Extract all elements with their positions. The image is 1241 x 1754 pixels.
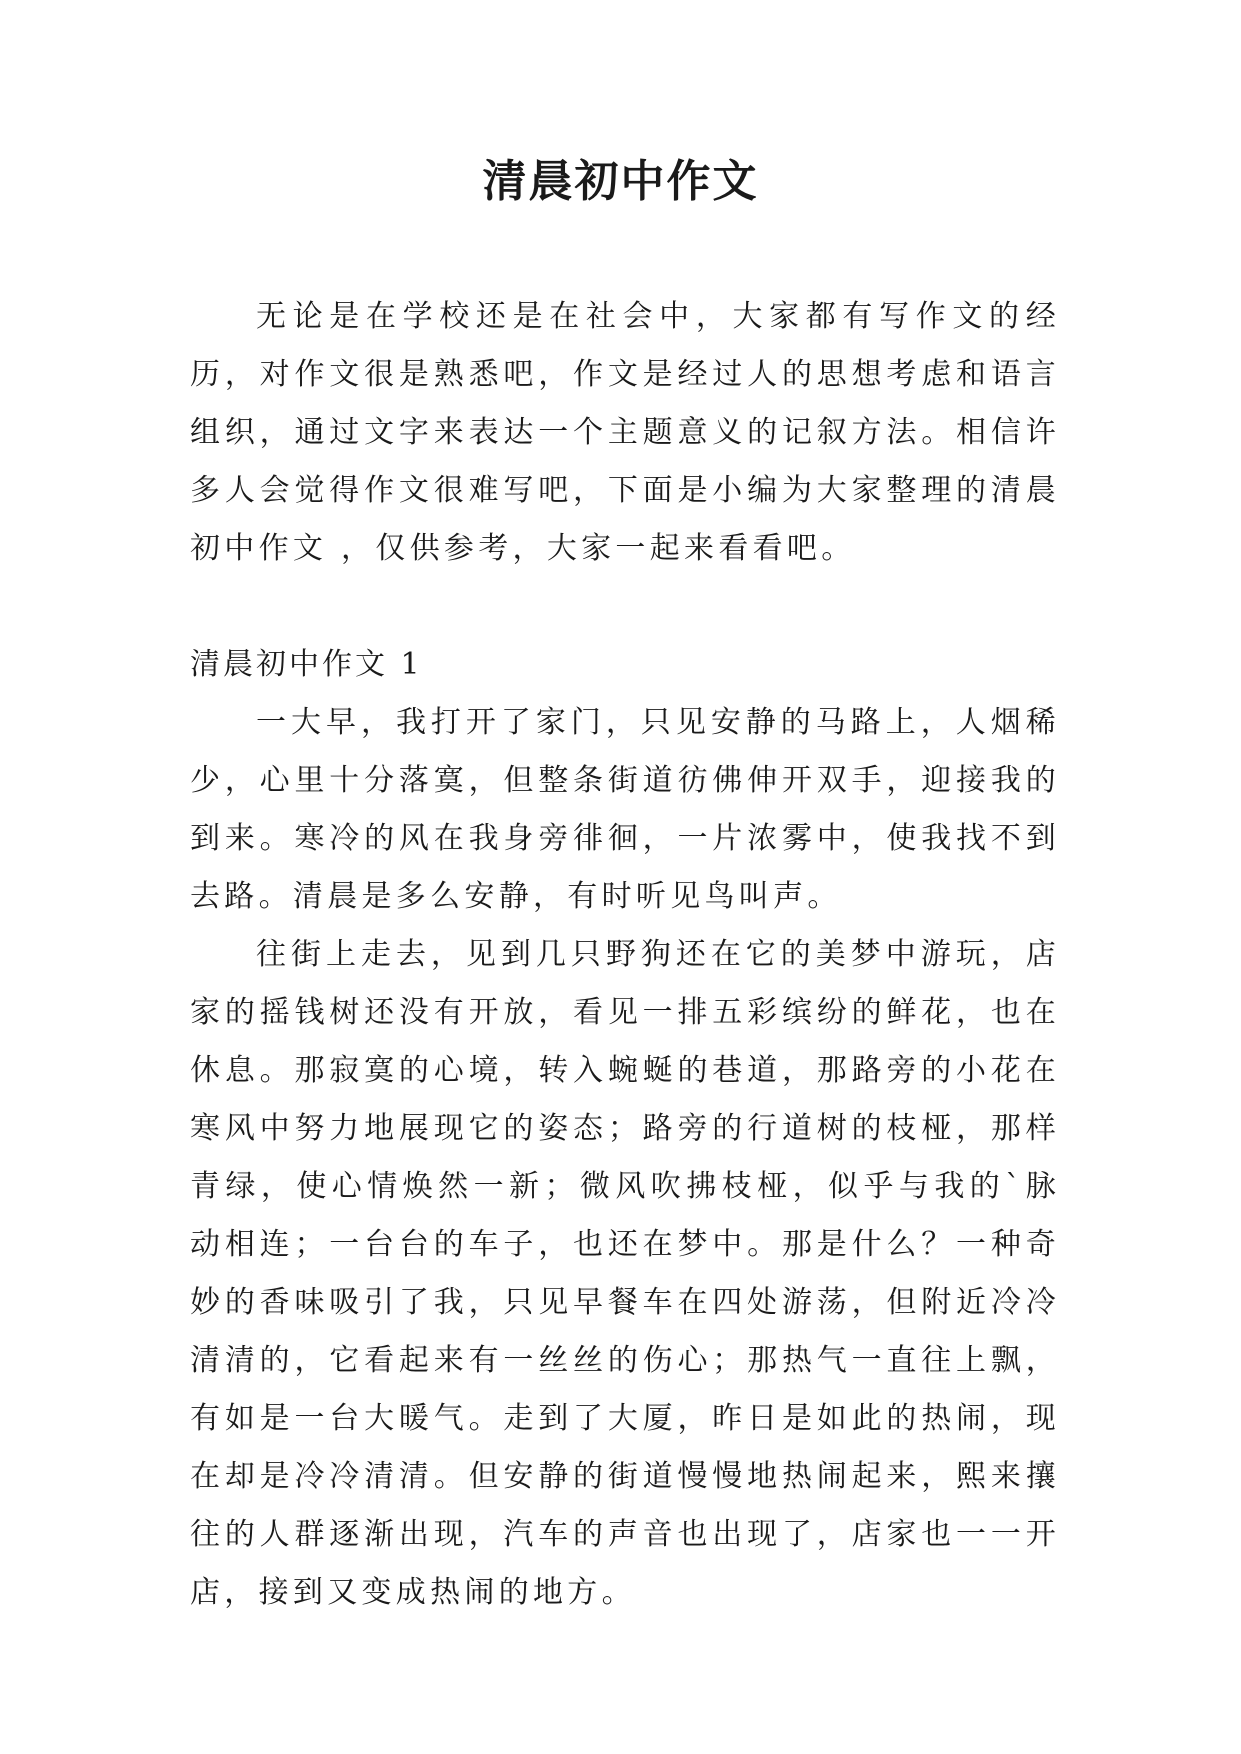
- document-title: 清晨初中作文: [482, 156, 759, 207]
- body-paragraph-1: 一大早，我打开了家门，只见安静的马路上，人烟稀少，心里十分落寞，但整条街道彷佛伸开双手，迎接我的到来。寒冷的风在我身旁徘徊，一片浓雾中，使我找不到去路。清晨是多么安静，有时听见鸟叫声。: [190, 705, 1060, 914]
- section-heading: 清晨初中作文 1: [190, 647, 423, 682]
- body-paragraph-2: 往街上走去，见到几只野狗还在它的美梦中游玩，店家的摇钱树还没有开放，看见一排五彩缤纷的鲜花，也在休息。那寂寞的心境，转入蜿蜒的巷道，那路旁的小花在寒风中努力地展现它的姿态；路旁的行道树的枝桠，那样青绿，使心情焕然一新；微风吹拂枝桠，似乎与我的`脉动相连；一台台的车子，也还在梦中。那是什么？一种奇妙的香味吸引了我，只见早餐车在四处游荡，但附近冷冷清清的，它看起来有一丝丝的伤心；那热气一直往上飘，有如是一台大暖气。走到了大厦，昨日是如此的热闹，现在却是冷冷清清。但安静的街道慢慢地热闹起来，熙来攘往的人群逐渐出现，汽车的声音也出现了，店家也一一开店，接到又变成热闹的地方。: [190, 937, 1060, 1610]
- document-body: [190, 288, 1060, 1622]
- intro-paragraph: 无论是在学校还是在社会中，大家都有写作文的经历，对作文很是熟悉吧，作文是经过人的思想考虑和语言组织，通过文字来表达一个主题意义的记叙方法。相信许多人会觉得作文很难写吧，下面是小编为大家整理的清晨初中作文 ，仅供参考，大家一起来看看吧。: [190, 299, 1060, 566]
